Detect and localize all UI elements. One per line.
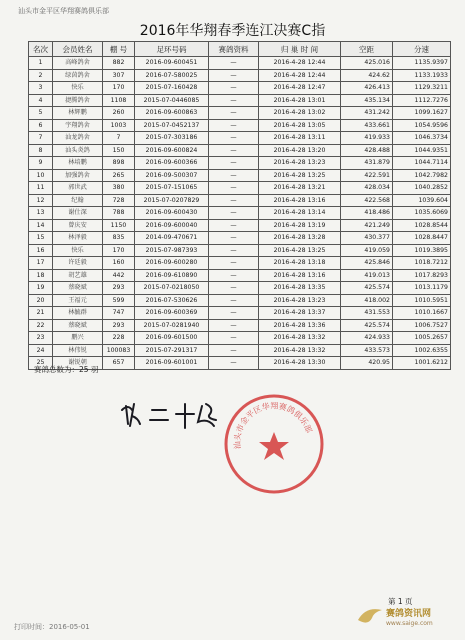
cell-info: — <box>209 94 259 107</box>
cell-distance: 431.242 <box>341 107 393 120</box>
cell-distance: 435.134 <box>341 94 393 107</box>
cell-member: 曾庆安 <box>53 219 103 232</box>
cell-ring: 2015-07-303186 <box>135 132 209 145</box>
cell-ring: 2016-09-600430 <box>135 207 209 220</box>
cell-time: 2016-4-28 13:02 <box>259 107 341 120</box>
cell-ring: 2016-09-600280 <box>135 257 209 270</box>
cell-time: 2016-4-28 12:44 <box>259 69 341 82</box>
cell-distance: 428.488 <box>341 144 393 157</box>
cell-time: 2016-4-28 13:37 <box>259 307 341 320</box>
official-seal <box>222 392 326 496</box>
cell-loft: 788 <box>103 207 135 220</box>
cell-ring: 2015-07-0452137 <box>135 119 209 132</box>
cell-member: 快乐 <box>53 82 103 95</box>
table-row <box>29 244 451 257</box>
cell-member: 王福元 <box>53 294 103 307</box>
cell-ring: 2015-07-291317 <box>135 344 209 357</box>
cell-ring: 2016-09-601500 <box>135 332 209 345</box>
watermark-name: 赛鸽资讯网 <box>386 609 432 619</box>
cell-rank: 4 <box>29 94 53 107</box>
table-row <box>29 319 451 332</box>
cell-distance: 421.249 <box>341 219 393 232</box>
cell-rank: 9 <box>29 157 53 170</box>
cell-rank: 8 <box>29 144 53 157</box>
col-loft: 棚 号 <box>103 42 135 57</box>
cell-loft: 160 <box>103 257 135 270</box>
cell-time: 2016-4-28 13:20 <box>259 144 341 157</box>
cell-loft: 100083 <box>103 344 135 357</box>
cell-member: 许廷毅 <box>53 257 103 270</box>
svg-text:汕头市金平区华翔赛鸽俱乐部: 汕头市金平区华翔赛鸽俱乐部 <box>232 401 314 450</box>
cell-distance: 425.574 <box>341 319 393 332</box>
watermark-url: www.saige.com <box>386 620 433 627</box>
cell-distance: 422.568 <box>341 194 393 207</box>
cell-time: 2016-4-28 13:01 <box>259 94 341 107</box>
handwritten-signature <box>118 398 228 432</box>
cell-member: 绿茵鸽舍 <box>53 69 103 82</box>
cell-ring: 2015-07-0446085 <box>135 94 209 107</box>
table-row <box>29 144 451 157</box>
cell-speed: 1099.1627 <box>393 107 451 120</box>
table-row <box>29 282 451 295</box>
cell-distance: 428.034 <box>341 182 393 195</box>
table-row <box>29 269 451 282</box>
cell-time: 2016-4-28 13:28 <box>259 232 341 245</box>
cell-loft: 882 <box>103 57 135 70</box>
cell-loft: 150 <box>103 144 135 157</box>
cell-speed: 1129.3211 <box>393 82 451 95</box>
table-row <box>29 82 451 95</box>
table-row <box>29 232 451 245</box>
cell-loft: 260 <box>103 107 135 120</box>
page-title: 2016年华翔春季连江决赛C指 <box>139 23 326 39</box>
cell-rank: 24 <box>29 344 53 357</box>
table-row <box>29 132 451 145</box>
cell-time: 2016-4-28 13:25 <box>259 169 341 182</box>
cell-ring: 2016-09-600824 <box>135 144 209 157</box>
cell-info: — <box>209 82 259 95</box>
cell-member: 宇翔鸽舍 <box>53 119 103 132</box>
cell-member: 林泽毅 <box>53 232 103 245</box>
cell-speed: 1042.7982 <box>393 169 451 182</box>
cell-speed: 1039.604 <box>393 194 451 207</box>
cell-distance: 419.013 <box>341 269 393 282</box>
cell-loft: 1150 <box>103 219 135 232</box>
cell-distance: 422.591 <box>341 169 393 182</box>
cell-ring: 2016-09-500307 <box>135 169 209 182</box>
cell-info: — <box>209 269 259 282</box>
table-row <box>29 69 451 82</box>
cell-speed: 1028.8447 <box>393 232 451 245</box>
cell-loft: 728 <box>103 194 135 207</box>
cell-ring: 2015-07-0207829 <box>135 194 209 207</box>
cell-member: 胡艺雄 <box>53 269 103 282</box>
cell-distance: 433.661 <box>341 119 393 132</box>
page-number: 第 1 页 <box>388 597 413 606</box>
cell-rank: 23 <box>29 332 53 345</box>
cell-speed: 1054.9596 <box>393 119 451 132</box>
cell-rank: 19 <box>29 282 53 295</box>
table-row <box>29 94 451 107</box>
cell-ring: 2015-07-151065 <box>135 182 209 195</box>
cell-rank: 11 <box>29 182 53 195</box>
cell-rank: 17 <box>29 257 53 270</box>
cell-info: — <box>209 157 259 170</box>
col-info: 赛鸽资料 <box>209 42 259 57</box>
cell-speed: 1010.5951 <box>393 294 451 307</box>
cell-info: — <box>209 344 259 357</box>
table-body <box>29 57 451 370</box>
cell-distance: 431.553 <box>341 307 393 320</box>
cell-loft: 293 <box>103 282 135 295</box>
cell-rank: 15 <box>29 232 53 245</box>
cell-rank: 21 <box>29 307 53 320</box>
cell-member: 快乐 <box>53 244 103 257</box>
table-row <box>29 157 451 170</box>
cell-rank: 2 <box>29 69 53 82</box>
cell-distance: 426.413 <box>341 82 393 95</box>
cell-rank: 25 <box>29 357 53 370</box>
cell-rank: 16 <box>29 244 53 257</box>
cell-loft: 265 <box>103 169 135 182</box>
cell-ring: 2016-07-530626 <box>135 294 209 307</box>
cell-time: 2016-4-28 13:36 <box>259 319 341 332</box>
cell-ring: 2015-07-987393 <box>135 244 209 257</box>
cell-speed: 1046.3734 <box>393 132 451 145</box>
cell-info: — <box>209 282 259 295</box>
cell-loft: 170 <box>103 244 135 257</box>
cell-ring: 2016-09-600366 <box>135 157 209 170</box>
cell-time: 2016-4-28 13:18 <box>259 257 341 270</box>
cell-loft: 442 <box>103 269 135 282</box>
cell-speed: 1133.1933 <box>393 69 451 82</box>
table-row <box>29 294 451 307</box>
cell-distance: 418.486 <box>341 207 393 220</box>
cell-speed: 1001.6212 <box>393 357 451 370</box>
print-date: 打印时间：2016-05-01 <box>14 623 90 631</box>
cell-info: — <box>209 69 259 82</box>
cell-time: 2016-4-28 13:35 <box>259 282 341 295</box>
table-header-row <box>29 42 451 57</box>
cell-distance: 425.016 <box>341 57 393 70</box>
cell-info: — <box>209 144 259 157</box>
cell-info: — <box>209 319 259 332</box>
cell-rank: 3 <box>29 82 53 95</box>
cell-rank: 20 <box>29 294 53 307</box>
cell-distance: 419.933 <box>341 132 393 145</box>
cell-time: 2016-4-28 13:19 <box>259 219 341 232</box>
cell-info: — <box>209 107 259 120</box>
cell-loft: 170 <box>103 82 135 95</box>
cell-rank: 5 <box>29 107 53 120</box>
cell-member: 汕头炎鸽 <box>53 144 103 157</box>
cell-member: 鹏兴 <box>53 332 103 345</box>
cell-info: — <box>209 194 259 207</box>
cell-member: 捷腾鸽舍 <box>53 94 103 107</box>
watermark <box>352 594 462 638</box>
col-distance: 空距 <box>341 42 393 57</box>
cell-speed: 1017.8293 <box>393 269 451 282</box>
cell-loft: 228 <box>103 332 135 345</box>
cell-time: 2016-4-28 13:32 <box>259 344 341 357</box>
cell-speed: 1002.6355 <box>393 344 451 357</box>
col-speed: 分速 <box>393 42 451 57</box>
cell-loft: 599 <box>103 294 135 307</box>
table-row <box>29 257 451 270</box>
cell-speed: 1010.1667 <box>393 307 451 320</box>
cell-time: 2016-4-28 13:16 <box>259 194 341 207</box>
cell-loft: 380 <box>103 182 135 195</box>
cell-loft: 1003 <box>103 119 135 132</box>
cell-ring: 2015-07-0218050 <box>135 282 209 295</box>
cell-member: 林伟锐 <box>53 344 103 357</box>
col-time: 归 巢 时 间 <box>259 42 341 57</box>
cell-rank: 13 <box>29 207 53 220</box>
table-row <box>29 219 451 232</box>
cell-member: 纪翰 <box>53 194 103 207</box>
table-row <box>29 119 451 132</box>
cell-time: 2016-4-28 12:44 <box>259 57 341 70</box>
cell-rank: 12 <box>29 194 53 207</box>
pigeon-total: 赛鸽总数为：25 羽 <box>34 365 99 374</box>
col-rank: 名次 <box>29 42 53 57</box>
cell-info: — <box>209 332 259 345</box>
table-row <box>29 344 451 357</box>
table-row <box>29 169 451 182</box>
cell-info: — <box>209 207 259 220</box>
col-member: 会员姓名 <box>53 42 103 57</box>
cell-loft: 1108 <box>103 94 135 107</box>
cell-info: — <box>209 232 259 245</box>
cell-ring: 2015-07-160428 <box>135 82 209 95</box>
table-row <box>29 194 451 207</box>
cell-info: — <box>209 57 259 70</box>
cell-time: 2016-4-28 13:30 <box>259 357 341 370</box>
cell-info: — <box>209 169 259 182</box>
table-row <box>29 207 451 220</box>
cell-info: — <box>209 257 259 270</box>
cell-speed: 1035.6069 <box>393 207 451 220</box>
cell-member: 林辉鹏 <box>53 107 103 120</box>
cell-speed: 1006.7527 <box>393 319 451 332</box>
cell-distance: 419.059 <box>341 244 393 257</box>
cell-ring: 2016-09-600863 <box>135 107 209 120</box>
results-table <box>28 41 451 370</box>
cell-speed: 1135.9397 <box>393 57 451 70</box>
cell-rank: 22 <box>29 319 53 332</box>
table-row <box>29 332 451 345</box>
cell-ring: 2016-09-600451 <box>135 57 209 70</box>
cell-ring: 2016-09-601001 <box>135 357 209 370</box>
cell-member: 加强鸽舍 <box>53 169 103 182</box>
cell-rank: 7 <box>29 132 53 145</box>
cell-distance: 431.879 <box>341 157 393 170</box>
cell-distance: 425.574 <box>341 282 393 295</box>
cell-ring: 2016-09-610890 <box>135 269 209 282</box>
table-row <box>29 307 451 320</box>
cell-ring: 2016-09-600040 <box>135 219 209 232</box>
cell-rank: 1 <box>29 57 53 70</box>
cell-loft: 657 <box>103 357 135 370</box>
cell-distance: 430.377 <box>341 232 393 245</box>
cell-info: — <box>209 119 259 132</box>
cell-member: 蔡晓斌 <box>53 319 103 332</box>
cell-ring: 2016-07-580025 <box>135 69 209 82</box>
cell-speed: 1018.7212 <box>393 257 451 270</box>
cell-distance: 418.002 <box>341 294 393 307</box>
cell-loft: 293 <box>103 319 135 332</box>
cell-member: 郭世武 <box>53 182 103 195</box>
cell-ring: 2016-09-600369 <box>135 307 209 320</box>
cell-ring: 2015-07-0281940 <box>135 319 209 332</box>
cell-speed: 1013.1179 <box>393 282 451 295</box>
cell-loft: 747 <box>103 307 135 320</box>
cell-ring: 2014-09-470671 <box>135 232 209 245</box>
cell-info: — <box>209 219 259 232</box>
cell-member: 汕龙鸽舍 <box>53 132 103 145</box>
cell-speed: 1044.9351 <box>393 144 451 157</box>
cell-info: — <box>209 357 259 370</box>
cell-speed: 1005.2657 <box>393 332 451 345</box>
cell-distance: 424.933 <box>341 332 393 345</box>
cell-rank: 6 <box>29 119 53 132</box>
cell-info: — <box>209 132 259 145</box>
cell-time: 2016-4-28 13:23 <box>259 157 341 170</box>
cell-info: — <box>209 244 259 257</box>
cell-info: — <box>209 294 259 307</box>
cell-loft: 7 <box>103 132 135 145</box>
cell-time: 2016-4-28 13:14 <box>259 207 341 220</box>
cell-rank: 18 <box>29 269 53 282</box>
cell-speed: 1028.8544 <box>393 219 451 232</box>
cell-distance: 433.573 <box>341 344 393 357</box>
cell-speed: 1040.2852 <box>393 182 451 195</box>
cell-member: 蔡晓斌 <box>53 282 103 295</box>
cell-member: 林培鹏 <box>53 157 103 170</box>
col-ring: 足环号码 <box>135 42 209 57</box>
cell-member: 谢锐朝 <box>53 357 103 370</box>
cell-loft: 898 <box>103 157 135 170</box>
cell-loft: 835 <box>103 232 135 245</box>
pigeon-logo-icon <box>356 602 384 630</box>
cell-loft: 307 <box>103 69 135 82</box>
organization-name: 汕头市金平区华翔赛鸽俱乐部 <box>18 7 109 15</box>
cell-time: 2016-4-28 13:16 <box>259 269 341 282</box>
cell-member: 林毓群 <box>53 307 103 320</box>
table-row <box>29 57 451 70</box>
cell-time: 2016-4-28 13:23 <box>259 294 341 307</box>
table-row <box>29 107 451 120</box>
cell-time: 2016-4-28 12:47 <box>259 82 341 95</box>
cell-distance: 420.95 <box>341 357 393 370</box>
cell-speed: 1019.3895 <box>393 244 451 257</box>
cell-speed: 1044.7114 <box>393 157 451 170</box>
cell-info: — <box>209 307 259 320</box>
cell-speed: 1112.7276 <box>393 94 451 107</box>
cell-time: 2016-4-28 13:32 <box>259 332 341 345</box>
cell-info: — <box>209 182 259 195</box>
cell-distance: 424.62 <box>341 69 393 82</box>
cell-distance: 425.846 <box>341 257 393 270</box>
cell-member: 高峰鸽舍 <box>53 57 103 70</box>
cell-time: 2016-4-28 13:05 <box>259 119 341 132</box>
cell-member: 谢仕深 <box>53 207 103 220</box>
cell-time: 2016-4-28 13:25 <box>259 244 341 257</box>
cell-rank: 10 <box>29 169 53 182</box>
table-row <box>29 182 451 195</box>
cell-rank: 14 <box>29 219 53 232</box>
cell-time: 2016-4-28 13:11 <box>259 132 341 145</box>
cell-time: 2016-4-28 13:21 <box>259 182 341 195</box>
